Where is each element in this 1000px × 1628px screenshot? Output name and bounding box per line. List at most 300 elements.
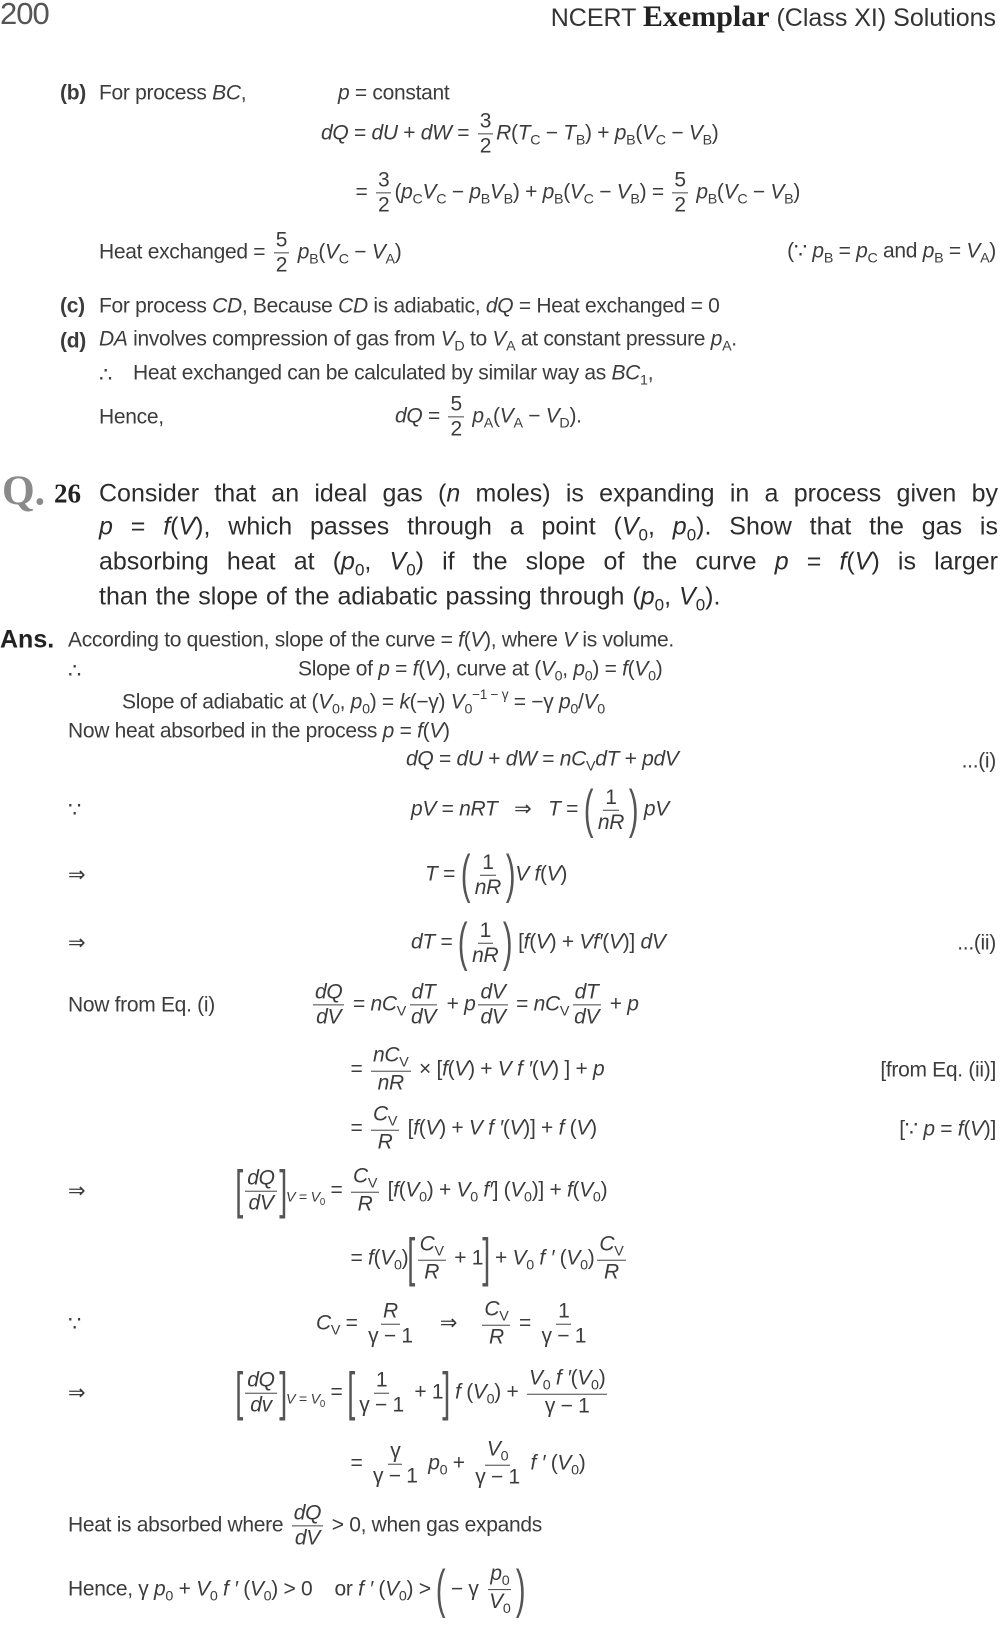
math-italic: V (429, 719, 444, 743)
question-mark-logo: Q. (2, 468, 46, 515)
fraction-numerator (478, 109, 493, 134)
equation (395, 392, 582, 441)
text-run: = (422, 404, 446, 428)
math-italic: V (489, 180, 504, 204)
text-run: Heat exchanged = (99, 240, 271, 264)
text-run: )] (622, 930, 641, 954)
math-italic: V (679, 582, 696, 611)
fraction-denominator (422, 1261, 441, 1285)
text-run: Slope of adiabatic at ( (122, 690, 319, 714)
subscript: C (436, 191, 447, 208)
math-italic: V (405, 1178, 420, 1202)
subscript: 0 (406, 560, 416, 580)
subscript: V (559, 1003, 570, 1020)
math-italic: V (577, 1366, 592, 1390)
subscript: C (530, 132, 541, 149)
text-run: + (482, 747, 506, 771)
math-italic: f ′ (533, 1246, 555, 1270)
subscript: 0 (394, 1257, 402, 1274)
text-run: = (436, 797, 460, 821)
subscript: 1 (640, 372, 648, 389)
equation-tag (957, 930, 996, 955)
large-bracket: ) (515, 1559, 525, 1619)
large-bracket: ( (436, 1559, 446, 1619)
subscript: D (559, 415, 570, 432)
text-run: = Heat exchanged = 0 (513, 294, 720, 318)
fraction-numerator (573, 980, 601, 1005)
math-italic: dQ (485, 294, 514, 318)
math-italic: V (510, 1178, 525, 1202)
math-italic: BC (611, 361, 641, 385)
math-italic: f (442, 1057, 448, 1081)
subscript: 0 (486, 1391, 495, 1408)
text-run: + 1 (408, 1380, 444, 1404)
math-italic: p (99, 512, 113, 541)
math-italic: p (592, 1057, 605, 1081)
text-run: − (665, 121, 689, 145)
text-run: ). (569, 404, 582, 428)
fraction-numerator (371, 1103, 399, 1131)
fraction-numerator (478, 980, 507, 1005)
large-bracket: ) (628, 779, 639, 839)
math-italic: p (297, 240, 310, 264)
math-italic: f (413, 1116, 419, 1140)
math-italic: dV (480, 980, 506, 1004)
math-italic: V (608, 930, 623, 954)
subscript: A (506, 338, 516, 355)
subscript: C (412, 191, 423, 208)
math-italic: f (393, 1178, 399, 1202)
math-italic: C (352, 1164, 368, 1188)
math-italic: nR (474, 875, 502, 899)
math-italic: V (563, 628, 577, 652)
question-line (99, 583, 998, 616)
math-italic: V (249, 1577, 264, 1601)
math-italic: V (546, 862, 561, 886)
text-run: ( (627, 657, 635, 681)
answer-line (68, 627, 674, 652)
subscript: 0 (654, 595, 665, 615)
text-run: ( (510, 121, 518, 145)
fraction-numerator (672, 168, 687, 193)
subscript: C (867, 250, 878, 267)
text-run: 5 (674, 168, 686, 192)
fraction-numerator (371, 1044, 410, 1072)
math-italic: p (573, 657, 585, 681)
text-run: + (619, 747, 643, 771)
subscript: 0 (362, 701, 370, 718)
fraction (292, 1501, 323, 1550)
text-run: ) (560, 862, 568, 886)
book-title-post: (Class XI) Solutions (769, 4, 996, 32)
fraction-denominator (478, 135, 493, 159)
math-italic: V (371, 240, 386, 264)
fraction-denominator (357, 1393, 406, 1417)
text-run: ) + (468, 1057, 498, 1081)
text-run: ( (394, 180, 402, 204)
math-italic: dV (248, 1191, 274, 1215)
text-run: moles) is expanding in a process given by (460, 479, 998, 508)
fraction-numerator (527, 1367, 607, 1395)
fraction (470, 918, 500, 967)
math-italic: R (604, 1261, 619, 1285)
fraction-numerator (448, 392, 463, 417)
text-run: = (943, 239, 967, 263)
math-italic: dT (411, 980, 436, 1004)
subscript: B (934, 250, 944, 267)
subscript: 0 (331, 701, 340, 718)
fraction-numerator (292, 1501, 323, 1526)
text-run: ∴ (68, 659, 82, 683)
subscript: 0 (439, 1462, 448, 1479)
text-run: ) + (512, 180, 543, 204)
math-italic: R (488, 1326, 504, 1350)
large-bracket: ] (442, 1362, 451, 1422)
math-italic: p (350, 690, 363, 714)
text-run: ( (398, 1178, 406, 1202)
math-italic: dQ (406, 747, 434, 771)
text-run: 1 (605, 785, 617, 809)
math-italic: V (529, 1366, 543, 1390)
math-italic: V (566, 1246, 581, 1270)
text-run: = (560, 797, 584, 821)
subscript: V (614, 1243, 624, 1260)
part-d-text (99, 326, 737, 355)
fraction (527, 1367, 607, 1420)
subscript: 0 (571, 1462, 579, 1479)
large-bracket: ) (503, 912, 513, 972)
math-italic: V (310, 1189, 320, 1206)
text-run: ) > (406, 1577, 437, 1601)
math-italic: f (417, 719, 423, 743)
text-run: = (437, 862, 461, 886)
text-run: ( (460, 1380, 473, 1404)
text-run: ), which passes through a point ( (195, 512, 622, 541)
text-run: [ (402, 1116, 414, 1140)
text-run: 3 (378, 168, 390, 192)
text-run: , Because (241, 294, 339, 318)
math-italic: R (357, 1193, 373, 1217)
subscript: 0 (695, 595, 706, 615)
math-italic: p (338, 81, 350, 105)
text-run: ( (545, 1451, 558, 1475)
text-run: − (446, 180, 470, 204)
math-italic: T (548, 797, 561, 821)
math-italic: R (383, 1299, 398, 1323)
text-run: − (593, 180, 617, 204)
math-italic: nC (370, 992, 397, 1016)
implies-symbol (68, 930, 85, 955)
subscript: 0 (592, 1189, 601, 1206)
answer-line (122, 687, 605, 719)
subscript: 0 (580, 1257, 588, 1274)
text-run: ( (372, 1577, 386, 1601)
fraction (473, 850, 503, 899)
math-italic: dV (294, 1526, 320, 1550)
text-run: ( (418, 657, 425, 681)
math-italic: R (496, 121, 511, 145)
math-italic: pdV (642, 747, 679, 771)
fraction-denominator (473, 876, 503, 900)
fraction-numerator (418, 1233, 446, 1261)
subscript: V (367, 1175, 378, 1192)
equation (345, 1103, 597, 1156)
text-run: = (934, 1117, 958, 1141)
math-italic: p (812, 239, 824, 263)
math-italic: p (382, 719, 395, 743)
math-italic: V (424, 657, 439, 681)
math-italic: DA (99, 327, 128, 351)
fraction-denominator (596, 811, 626, 835)
answer-label: Ans. (0, 625, 55, 654)
text-run: ...(i) (961, 749, 996, 773)
text-run: 2 (378, 193, 390, 217)
text-run: ) (600, 1178, 608, 1202)
text-run: = −γ (508, 690, 559, 714)
fraction (473, 1438, 522, 1491)
math-italic: V (576, 1116, 591, 1140)
fraction (482, 1298, 510, 1351)
fraction (487, 1562, 512, 1618)
fraction (539, 1299, 588, 1348)
math-italic: p (922, 239, 935, 263)
implies-symbol (68, 1380, 85, 1405)
math-italic: dV (410, 1005, 437, 1029)
math-italic: C (599, 1232, 615, 1256)
text-run: ∵ (68, 798, 82, 822)
fraction-denominator (314, 1006, 343, 1030)
text-run: , (647, 361, 654, 385)
text-run: to (464, 327, 493, 351)
text-run: = (345, 1116, 369, 1140)
equation (316, 1298, 591, 1351)
text-run: = (434, 930, 458, 954)
text-run: Heat exchanged can be calculated by similar way as (133, 361, 612, 385)
fraction (596, 785, 626, 834)
fraction (672, 168, 687, 217)
text-run: = (345, 1246, 369, 1270)
subscript: 0 (638, 525, 648, 545)
text-run: − (348, 240, 372, 264)
text-run: = (350, 180, 374, 204)
because-symbol (68, 797, 81, 822)
answer-line (298, 656, 662, 685)
math-italic: f (622, 657, 628, 681)
math-italic: V (470, 628, 485, 652)
subscript: 0 (591, 1377, 599, 1394)
text-run: ) (989, 239, 996, 263)
text-run: ) (401, 1246, 409, 1270)
fraction-denominator (539, 1324, 588, 1348)
math-italic: dV (640, 930, 666, 954)
large-bracket: [ (407, 1228, 416, 1288)
math-italic: R (424, 1261, 440, 1285)
fraction (418, 1233, 446, 1286)
subscript: B (630, 191, 640, 208)
math-italic: nR (377, 1072, 404, 1096)
text-run: ) (394, 240, 402, 264)
text-run: ( (422, 719, 430, 743)
text-run: = (295, 1391, 311, 1408)
text-run: = (513, 1311, 537, 1335)
text-run: ( (602, 930, 609, 954)
subscript: 0 (319, 1398, 325, 1410)
book-title (551, 0, 996, 34)
math-italic: T (425, 862, 438, 886)
text-run: − γ (445, 1577, 485, 1601)
text-run: [ (512, 930, 524, 954)
large-bracket: ] (278, 1362, 287, 1422)
text-run: ) (711, 121, 719, 145)
math-italic: V (538, 1057, 553, 1081)
text-run: ). (705, 582, 721, 611)
text-run: , (339, 690, 351, 714)
math-italic: p (614, 121, 627, 145)
fraction (371, 1439, 420, 1488)
fraction-denominator (376, 194, 391, 218)
subscript: 0 (570, 701, 578, 718)
fraction-denominator (409, 1006, 438, 1030)
subscript: 0 (500, 1448, 509, 1465)
text-run: ) (578, 1451, 586, 1475)
text-run: 2 (275, 253, 288, 277)
math-italic: p (428, 1451, 440, 1475)
fraction-numerator (478, 918, 493, 943)
text-run: / (577, 690, 584, 714)
hence-label (99, 404, 164, 429)
text-run: × [ (413, 1057, 443, 1081)
math-italic: dQ (247, 1166, 275, 1190)
text-run: ( (418, 1116, 426, 1140)
fraction (376, 168, 391, 217)
fraction-denominator (356, 1193, 375, 1217)
math-italic: V (616, 180, 631, 204)
math-italic: V (535, 930, 550, 954)
equation-tag (962, 748, 996, 773)
math-italic: nC (373, 1043, 400, 1067)
math-italic: f (566, 1178, 573, 1202)
fraction-denominator (470, 944, 500, 968)
text-run: = (345, 1451, 369, 1475)
math-italic: C (419, 1232, 435, 1256)
text-run: ) = (639, 180, 670, 204)
equation-tag (880, 1057, 996, 1082)
fraction-numerator (410, 980, 438, 1005)
math-italic: p (856, 239, 868, 263)
therefore-symbol (68, 658, 81, 683)
equation (350, 168, 800, 217)
text-run: For process (99, 294, 213, 318)
text-run: + 1 (448, 1246, 484, 1270)
text-run: > 0, when gas expands (326, 1513, 542, 1537)
text-run: , (562, 657, 574, 681)
subscript (286, 1392, 325, 1408)
answer-line (68, 718, 450, 743)
math-italic: V (472, 1380, 487, 1404)
fraction-numerator (488, 1562, 511, 1590)
answer-line (68, 1501, 542, 1550)
math-italic: V f (515, 862, 540, 886)
fraction (409, 980, 438, 1029)
bold-text: (c) (60, 294, 85, 318)
math-italic: nR (472, 943, 499, 967)
subscript: 0 (354, 560, 365, 580)
math-italic: V (621, 512, 639, 541)
subscript: V (499, 1308, 509, 1325)
fraction-denominator (376, 1072, 406, 1096)
math-italic: V f ′ (497, 1057, 532, 1081)
subscript: 0 (502, 1601, 511, 1618)
part-d-text2 (133, 360, 653, 389)
math-italic: nC (533, 992, 560, 1016)
text-run: ( (493, 404, 500, 428)
text-run: ) > 0 or (271, 1577, 359, 1601)
text-run: , (664, 582, 679, 611)
text-run: 2 (674, 193, 686, 217)
text-run: = (833, 239, 857, 263)
subscript: B (554, 191, 564, 208)
text-run: For process (99, 81, 213, 105)
math-italic: dQ (315, 980, 343, 1004)
fraction-denominator (448, 418, 463, 442)
text-run: ), curve at ( (438, 657, 541, 681)
math-italic: V (492, 327, 507, 351)
text-run: ( (572, 1178, 580, 1202)
text-run: = (788, 547, 840, 576)
text-run: − (522, 404, 546, 428)
text-run: 2 (479, 134, 492, 158)
subscript: 0 (419, 1189, 427, 1206)
text-run: ( (529, 930, 536, 954)
text-run: = (112, 512, 164, 541)
math-italic: V (389, 547, 407, 576)
math-italic: f (839, 547, 847, 576)
math-italic: f (558, 1116, 565, 1140)
fraction-numerator (485, 1438, 510, 1466)
math-italic: V (454, 1057, 469, 1081)
text-run: ( (635, 121, 643, 145)
text-run: − (747, 180, 771, 204)
math-italic: V (770, 180, 785, 204)
math-italic: V (196, 1577, 210, 1601)
math-italic: p (774, 547, 789, 576)
text-run: ⇒ (417, 1311, 480, 1335)
large-bracket: ( (460, 844, 470, 904)
math-italic: V (286, 1189, 296, 1206)
fraction (448, 392, 463, 441)
equation (345, 1228, 629, 1288)
math-italic: V (642, 121, 656, 145)
fraction-numerator (388, 1439, 402, 1464)
implies-symbol (68, 1178, 85, 1203)
fraction-numerator (482, 1298, 510, 1326)
math-italic: p (469, 180, 481, 204)
math-italic: nRT (459, 797, 498, 821)
fraction (245, 1368, 276, 1417)
subscript: A (980, 250, 990, 267)
text-run: γ − 1 (368, 1324, 413, 1348)
text-run: )] + (531, 1178, 567, 1202)
text-run: is adiabatic, (367, 294, 486, 318)
math-italic: V (178, 512, 196, 541)
part-b-text (99, 80, 246, 105)
large-bracket: ( (457, 912, 468, 972)
fraction (313, 980, 344, 1029)
text-run: ] ( (492, 1178, 511, 1202)
math-italic: dv (250, 1393, 272, 1417)
math-italic: C (316, 1311, 331, 1335)
math-italic: p (464, 992, 476, 1016)
